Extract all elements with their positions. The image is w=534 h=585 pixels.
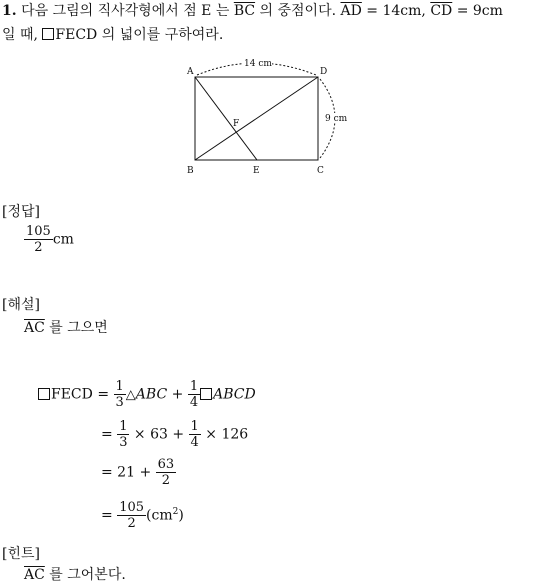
problem-text: 일 때, <box>2 27 43 43</box>
problem-text: = 9cm <box>452 3 503 19</box>
segment-ac: $\overline{AC}$ <box>24 567 45 583</box>
point-f-label: F <box>233 119 240 129</box>
equation-row-3: = 21 + $\frac{63}{2}$ <box>101 457 175 488</box>
segment-ae <box>195 77 257 160</box>
segment-bc: $\overline{BC}$ <box>233 3 256 19</box>
segment-ad: $\overline{AD}$ <box>340 3 362 19</box>
answer-header: [정답] <box>2 204 40 220</box>
segment-bd <box>195 77 318 160</box>
segment-ac: $\overline{AC}$ <box>24 320 45 336</box>
explanation-intro: $\overline{AC}$ 를 그으면 <box>24 320 108 336</box>
problem-text: FECD 의 넓이를 구하여라. <box>55 27 224 43</box>
problem-text: = 14cm, <box>361 3 431 19</box>
explanation-header: [해설] <box>2 297 40 313</box>
point-a-label: A <box>187 67 194 77</box>
square-symbol <box>42 28 54 40</box>
hint-header: [힌트] <box>2 546 40 562</box>
answer-fraction: $\frac{105}{2}$ <box>26 224 51 255</box>
segment-cd: $\overline{CD}$ <box>430 3 453 19</box>
answer-value <box>24 224 74 255</box>
equation-row-4: = $\frac{105}{2}$ $(cm^2)$ <box>101 500 184 532</box>
top-length-label: 14 cm <box>244 59 272 69</box>
answer-unit: cm <box>52 231 74 248</box>
problem-text: 의 중점이다. <box>255 3 341 19</box>
problem-text: 다음 그림의 직사각형에서 점 E 는 <box>21 3 234 19</box>
problem-line-1 <box>2 2 503 20</box>
equation-row-2: = $\frac{1}{3}$ × 63 + $\frac{1}{4}$ × 126 <box>101 419 249 450</box>
equation-row-1: FECD = $\frac{1}{3}$ △ABC + $\frac{1}{4}$ ABCD <box>38 379 256 411</box>
problem-number: 1. <box>2 3 17 19</box>
point-e-label: E <box>253 166 260 176</box>
side-length-label: 9 cm <box>325 114 348 124</box>
point-d-label: D <box>320 67 328 77</box>
point-c-label: C <box>317 166 324 176</box>
point-b-label: B <box>187 166 194 176</box>
rectangle-figure <box>0 55 534 240</box>
hint-text: $\overline{AC}$ 를 그어본다. <box>24 567 126 583</box>
problem-line-2 <box>2 26 223 44</box>
